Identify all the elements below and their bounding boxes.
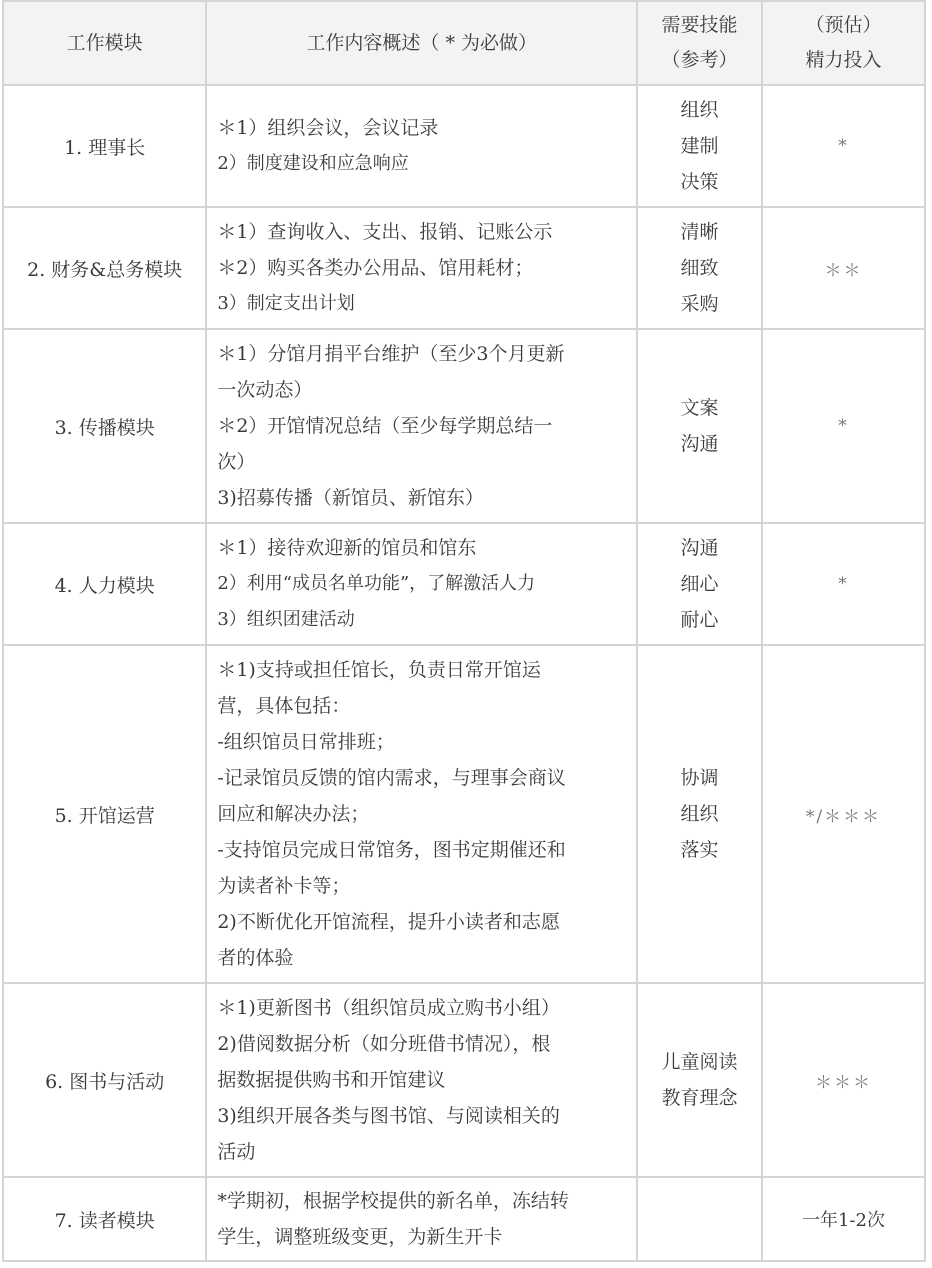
description-line: ＊1)更新图书（组织馆员成立购书小组）	[217, 997, 560, 1019]
module-cell: 4. 人力模块	[3, 523, 206, 645]
table-row	[3, 329, 925, 523]
skill-item: 清晰	[680, 221, 719, 243]
skill-item: 决策	[680, 171, 719, 193]
table-row	[3, 85, 925, 207]
description-line: 2)借阅数据分析（如分班借书情况），根	[217, 1033, 551, 1055]
skills-cell	[637, 523, 762, 645]
header-effort	[762, 1, 925, 85]
skill-item: 儿童阅读	[661, 1051, 738, 1073]
description-cell	[206, 983, 637, 1177]
header-module	[3, 1, 206, 85]
skill-item: 耐心	[680, 609, 719, 631]
skills-cell	[637, 207, 762, 329]
table-row	[3, 207, 925, 329]
skill-item: 组织	[680, 803, 719, 825]
header-description-label: 工作内容概述（ * 为必做）	[306, 31, 537, 54]
header-row	[3, 1, 925, 85]
header-skills	[637, 1, 762, 85]
description-line: ＊2）购买各类办公用品、馆用耗材；	[217, 257, 534, 279]
header-skills-note: （参考）	[661, 49, 738, 71]
skill-item: 沟通	[680, 433, 719, 455]
description-line: 2）制度建设和应急响应	[217, 153, 409, 174]
skills-cell	[637, 85, 762, 207]
skills-cell	[637, 645, 762, 983]
description-line: 活动	[217, 1141, 256, 1163]
description-line: 为读者补卡等；	[217, 875, 351, 897]
description-line: 据数据提供购书和开馆建议	[217, 1069, 446, 1091]
description-line: 2）利用“成员名单功能”，了解激活人力	[217, 573, 536, 594]
module-cell: 2. 财务&总务模块	[3, 207, 206, 329]
description-cell	[206, 523, 637, 645]
skill-item: 教育理念	[661, 1087, 738, 1109]
effort-cell: 一年1-2次	[762, 1177, 925, 1261]
table-row	[3, 1177, 925, 1261]
module-cell: 5. 开馆运营	[3, 645, 206, 983]
description-line: 营，具体包括：	[217, 695, 351, 717]
module-cell: 7. 读者模块	[3, 1177, 206, 1261]
description-cell	[206, 329, 637, 523]
description-line: 3)招募传播（新馆员、新馆东）	[217, 487, 484, 509]
skill-item: 协调	[680, 767, 719, 789]
description-line: -记录馆员反馈的馆内需求，与理事会商议	[217, 767, 566, 789]
description-line: 3)组织开展各类与图书馆、与阅读相关的	[217, 1105, 560, 1127]
description-line: *学期初，根据学校提供的新名单，冻结转	[217, 1190, 569, 1212]
description-line: 3）制定支出计划	[217, 293, 355, 314]
effort-cell: ＊＊	[762, 207, 925, 329]
effort-cell: *	[762, 85, 925, 207]
effort-cell: */＊＊＊	[762, 645, 925, 983]
description-line: 学生，调整班级变更，为新生开卡	[217, 1226, 503, 1248]
description-line: ＊1）接待欢迎新的馆员和馆东	[217, 537, 477, 559]
skills-cell	[637, 1177, 762, 1261]
description-line: 2)不断优化开馆流程，提升小读者和志愿	[217, 911, 560, 933]
description-cell	[206, 207, 637, 329]
work-module-table	[2, 0, 926, 1262]
description-line: ＊1）查询收入、支出、报销、记账公示	[217, 221, 553, 243]
skill-item: 文案	[680, 397, 719, 419]
description-cell	[206, 645, 637, 983]
description-line: 回应和解决办法；	[217, 803, 370, 825]
header-module-label: 工作模块	[66, 31, 143, 54]
table-row	[3, 523, 925, 645]
skill-item: 细致	[680, 257, 719, 279]
description-cell	[206, 1177, 637, 1261]
table-row	[3, 645, 925, 983]
effort-cell: *	[762, 329, 925, 523]
header-effort-label: 精力投入	[805, 49, 882, 71]
skill-item: 建制	[680, 135, 719, 157]
description-line: -支持馆员完成日常馆务，图书定期催还和	[217, 839, 566, 861]
description-line: 者的体验	[217, 947, 294, 969]
description-line: ＊1）组织会议，会议记录	[217, 117, 439, 139]
effort-cell: *	[762, 523, 925, 645]
header-effort-note: （预估）	[805, 14, 882, 36]
header-skills-label: 需要技能	[661, 14, 738, 36]
skill-item: 细心	[680, 573, 719, 595]
description-cell	[206, 85, 637, 207]
description-line: 次）	[217, 451, 256, 473]
table-row	[3, 983, 925, 1177]
skill-item: 沟通	[680, 537, 719, 559]
module-cell: 6. 图书与活动	[3, 983, 206, 1177]
skills-cell	[637, 983, 762, 1177]
skills-cell	[637, 329, 762, 523]
description-line: ＊1）分馆月捐平台维护（至少3个月更新	[217, 343, 565, 365]
skill-item: 落实	[680, 839, 719, 861]
description-line: 3）组织团建活动	[217, 609, 355, 630]
effort-cell: ＊＊＊	[762, 983, 925, 1177]
module-cell: 1. 理事长	[3, 85, 206, 207]
header-description	[206, 1, 637, 85]
description-line: ＊2）开馆情况总结（至少每学期总结一	[217, 415, 553, 437]
description-line: 一次动态）	[217, 379, 313, 401]
module-cell: 3. 传播模块	[3, 329, 206, 523]
description-line: ＊1)支持或担任馆长，负责日常开馆运	[217, 659, 541, 681]
skill-item: 组织	[680, 99, 719, 121]
skill-item: 采购	[680, 293, 719, 315]
description-line: -组织馆员日常排班；	[217, 731, 395, 753]
